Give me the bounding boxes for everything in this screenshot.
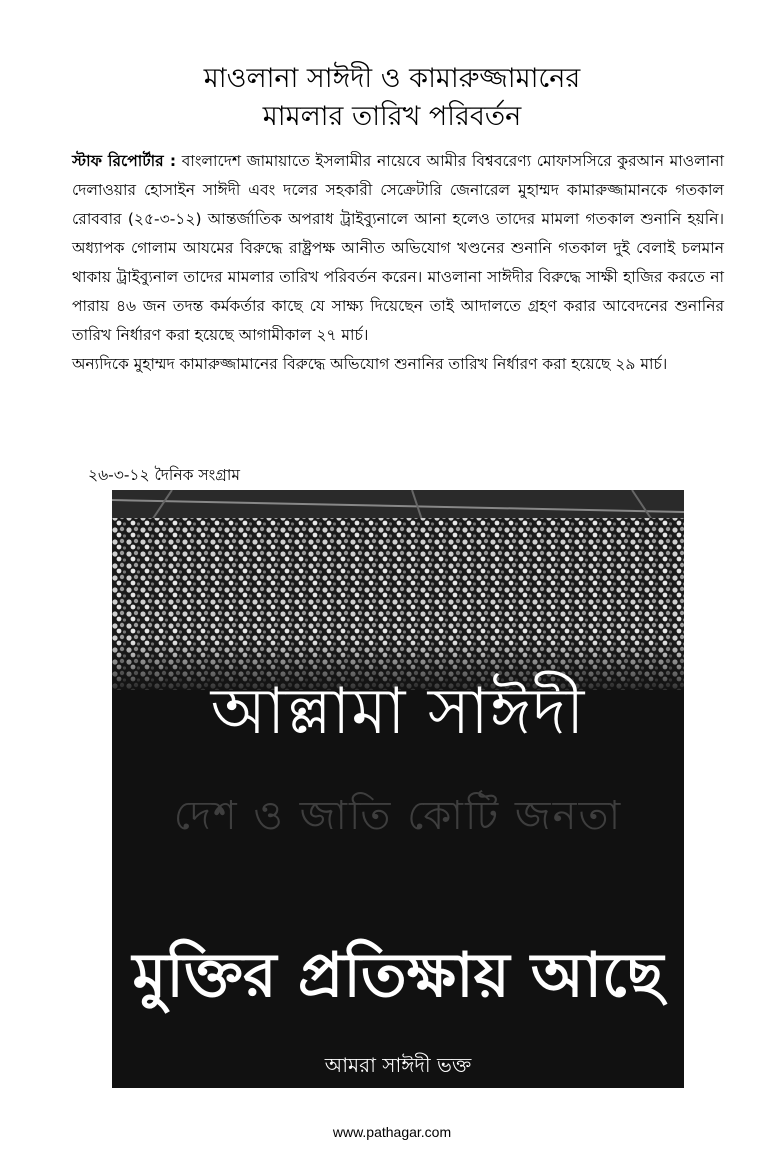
- poster-title: আল্লামা সাঈদী: [210, 675, 586, 749]
- article-paragraph-2: অন্যদিকে মুহাম্মদ কামারুজ্জামানের বিরুদ্ধে অভিযোগ শুনানির তারিখ নির্ধারণ করা হয়েছে ২৯ মার্চ।: [72, 355, 668, 373]
- poster-slogan: মুক্তির প্রতিক্ষায় আছে: [132, 940, 664, 1011]
- article-body: [72, 147, 724, 379]
- article-paragraph-1: [72, 147, 724, 350]
- poster-faded-line: দেশ ও জাতি কোটি জনতা: [173, 793, 623, 839]
- paragraph-1-text: বাংলাদেশ জামায়াতে ইসলামীর নায়েবে আমীর বিশ্ববরেণ্য মোফাসসিরে কুরআন মাওলানা দেলাওয়ার হোসাইন সাঈদী এবং দলের সহকারী সেক্রেটারি জেনারেল মুহাম্মদ কামারুজ্জামানকে গতকাল রোববার (২৫-৩-১২) আন্তর্জাতিক অপরাধ ট্রাইব্যুনালে আনা হলেও তাদের মামলা গতকাল শুনানি হয়নি। অধ্যাপক গোলাম আযমের বিরুদ্ধে রাষ্ট্রপক্ষ আনীত অভিযোগ খণ্ডনের শুনানি গতকাল দুই বেলাই চলমান থাকায় ট্রাইব্যুনাল তাদের মামলার তারিখ পরিবর্তন করেন। মাওলানা সাঈদীর বিরুদ্ধে সাক্ষী হাজির করতে না পারায় ৪৬ জন তদন্ত কর্মকর্তার কাছে যে সাক্ষ্য দিয়েছেন তাই আদালতে গ্রহণ করার আবেদনের শুনানির তারিখ নির্ধারণ করা হয়েছে আগামীকাল ২৭ মার্চ।: [72, 152, 724, 344]
- byline: স্টাফ রিপোর্টার :: [72, 152, 177, 170]
- headline-line-2: মামলার তারিখ পরিবর্তন: [262, 101, 522, 132]
- footer-url: www.pathagar.com: [332, 1124, 452, 1140]
- poster-credit: আমরা সাঈদী ভক্ত: [324, 1053, 472, 1077]
- dateline: ২৬-৩-১২ দৈনিক সংগ্রাম: [88, 466, 240, 484]
- headline-line-1: মাওলানা সাঈদী ও কামারুজ্জামানের: [203, 63, 581, 94]
- poster-image: [112, 490, 684, 1088]
